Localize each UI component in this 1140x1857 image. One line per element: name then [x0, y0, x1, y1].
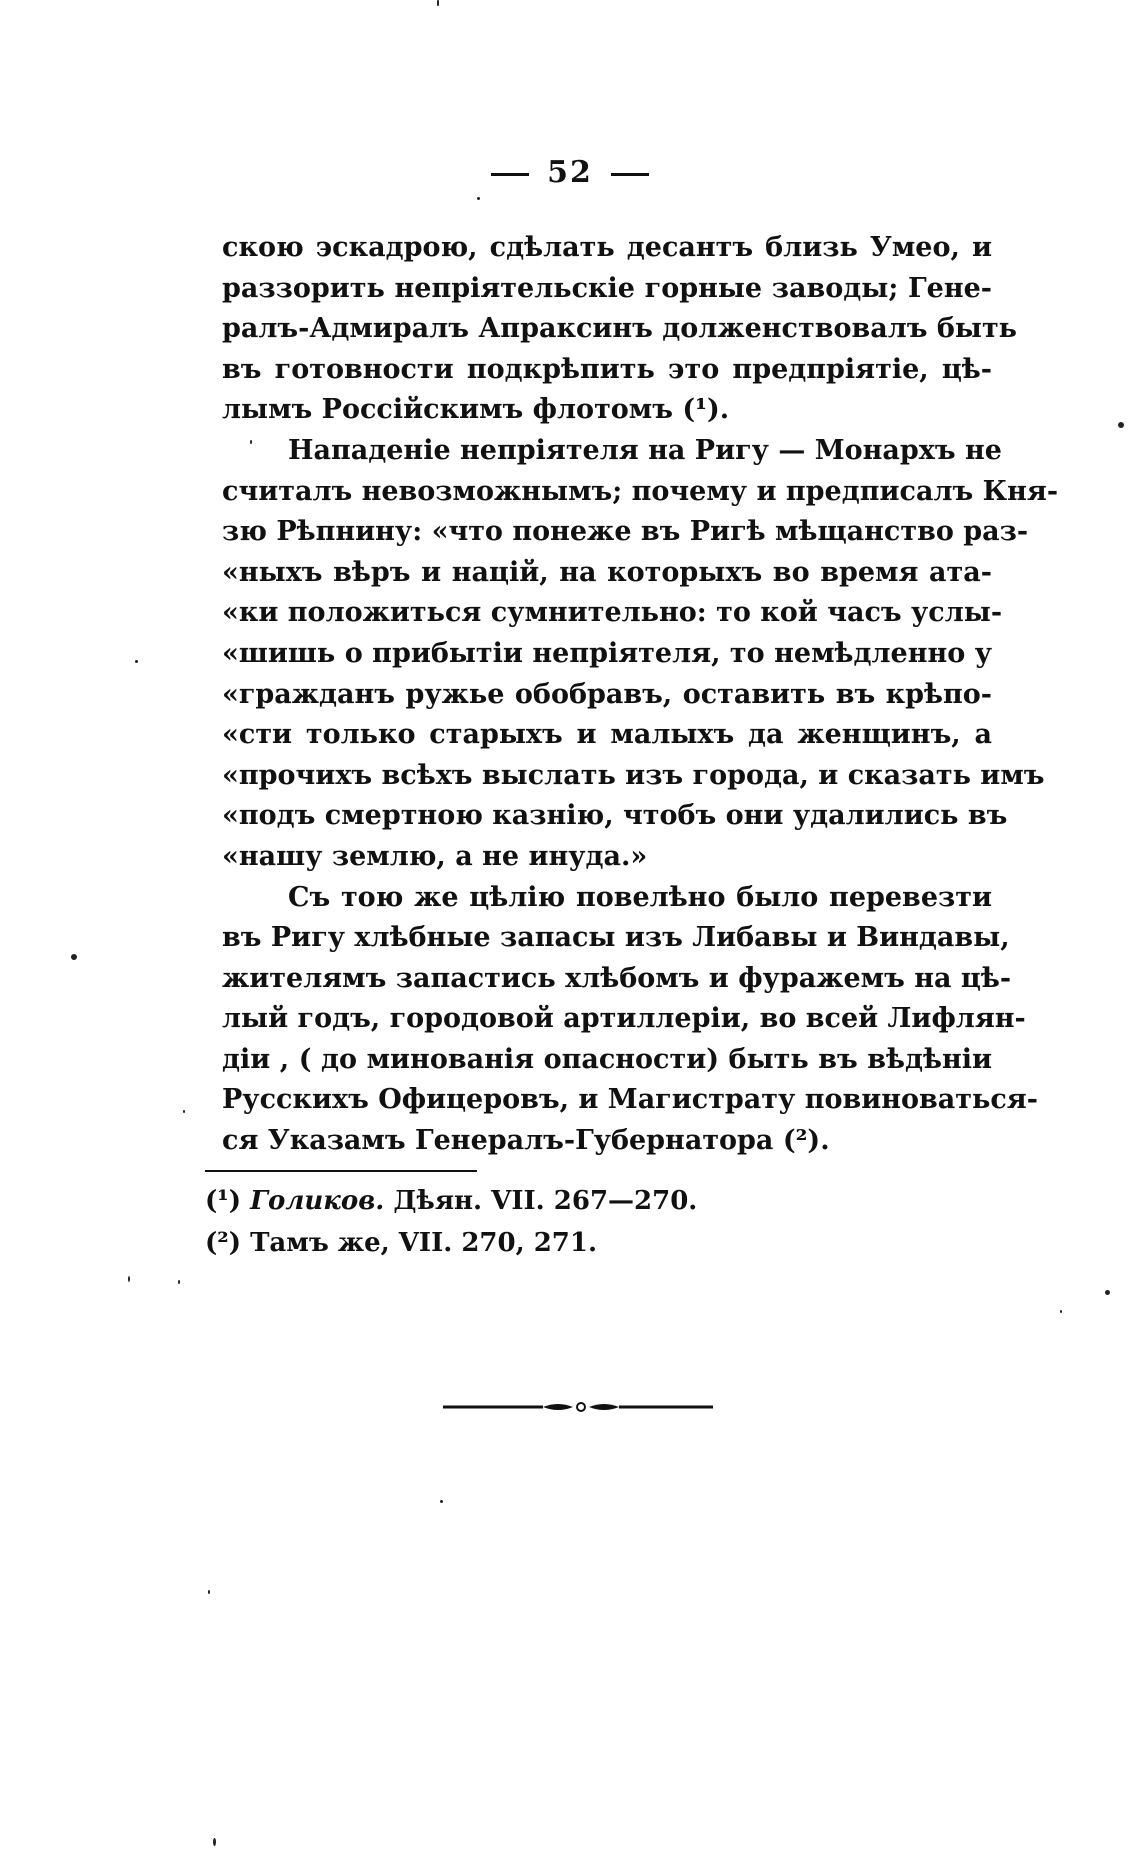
scan-speck — [1118, 422, 1124, 428]
body-text — [222, 228, 1059, 1162]
footnote-text: Дѣян. VII. 267—270. — [393, 1186, 698, 1216]
text-line: «ки положиться сумнительно: то кой часъ услы- — [222, 597, 1003, 629]
text-line: «гражданъ ружье обобравъ, оставить въ крѣпо- — [222, 678, 992, 710]
text-line: считалъ невозможнымъ; почему и предписалъ Кня- — [222, 475, 1059, 507]
footnote-mark: (¹) — [205, 1186, 241, 1216]
footnote-divider — [205, 1170, 477, 1172]
scan-speck — [128, 1276, 130, 1282]
footnote-2 — [205, 1222, 905, 1264]
scan-speck — [250, 440, 252, 444]
scan-speck — [208, 1590, 210, 1594]
text-line: зю Рѣпнину: «что понеже въ Ригѣ мѣщанство раз- — [222, 516, 1029, 548]
footnotes — [205, 1180, 905, 1264]
text-line: Нападеніе непріятеля на Ригу — Монархъ не — [288, 434, 1002, 466]
text-line: «подъ смертною казнію, чтобъ они удалились въ — [222, 800, 1008, 832]
footnote-1 — [205, 1180, 905, 1222]
footnote-text: Тамъ же, VII. 270, 271. — [250, 1228, 598, 1258]
scan-speck — [183, 1110, 185, 1113]
page-number-value: 52 — [547, 155, 593, 190]
text-line: лымъ Россійскимъ флотомъ (¹). — [222, 394, 730, 426]
scan-speck — [440, 1500, 443, 1503]
text-line: лый годъ, городовой артиллеріи, во всей Лифлян- — [222, 1003, 1026, 1035]
text-line: Русскихъ Офицеровъ, и Магистрату повиноваться- — [222, 1084, 1038, 1116]
text-line: «нашу землю, а не инуда.» — [222, 840, 648, 872]
text-line: жителямъ запастись хлѣбомъ и фуражемъ на цѣ- — [222, 962, 1012, 994]
scan-speck — [437, 0, 439, 6]
text-line: въ готовности подкрѣпить это предпріятіе, цѣ- — [222, 353, 992, 385]
text-line: діи , ( до минованія опасности) быть въ вѣдѣніи — [222, 1043, 992, 1075]
footnote-author: Голиков. — [250, 1186, 385, 1216]
end-ornament-icon — [443, 1397, 713, 1417]
text-line: ралъ-Адмиралъ Апраксинъ долженствовалъ быть — [222, 313, 1017, 345]
page-number-left-dash — [491, 173, 529, 176]
page-number-right-dash — [611, 173, 649, 176]
footnote-mark: (²) — [205, 1228, 241, 1258]
scan-speck — [477, 197, 480, 200]
text-line: раззорить непріятельскіе горные заводы; Гене- — [222, 272, 992, 304]
scan-speck — [1105, 1290, 1110, 1295]
scan-speck — [178, 1280, 180, 1284]
scan-speck — [213, 1838, 216, 1846]
text-line: ся Указамъ Генералъ-Губернатора (²). — [222, 1125, 830, 1157]
text-line: «сти только старыхъ и малыхъ да женщинъ, а — [222, 719, 992, 751]
text-line: «прочихъ всѣхъ выслать изъ города, и сказать имъ — [222, 759, 1045, 791]
scan-speck — [71, 954, 77, 960]
text-line: «шишь о прибытіи непріятеля, то немѣдленно у — [222, 637, 992, 669]
page-number — [0, 155, 1140, 190]
scan-speck — [1060, 1310, 1062, 1313]
scan-speck — [135, 660, 138, 663]
text-line: скою эскадрою, сдѣлать десантъ близь Умео, и — [222, 232, 992, 263]
text-line: «ныхъ вѣръ и націй, на которыхъ во время ата- — [222, 556, 992, 588]
text-line: Съ тою же цѣлію повелѣно было перевезти — [288, 881, 992, 913]
text-line: въ Ригу хлѣбные запасы изъ Либавы и Виндавы, — [222, 922, 1010, 954]
